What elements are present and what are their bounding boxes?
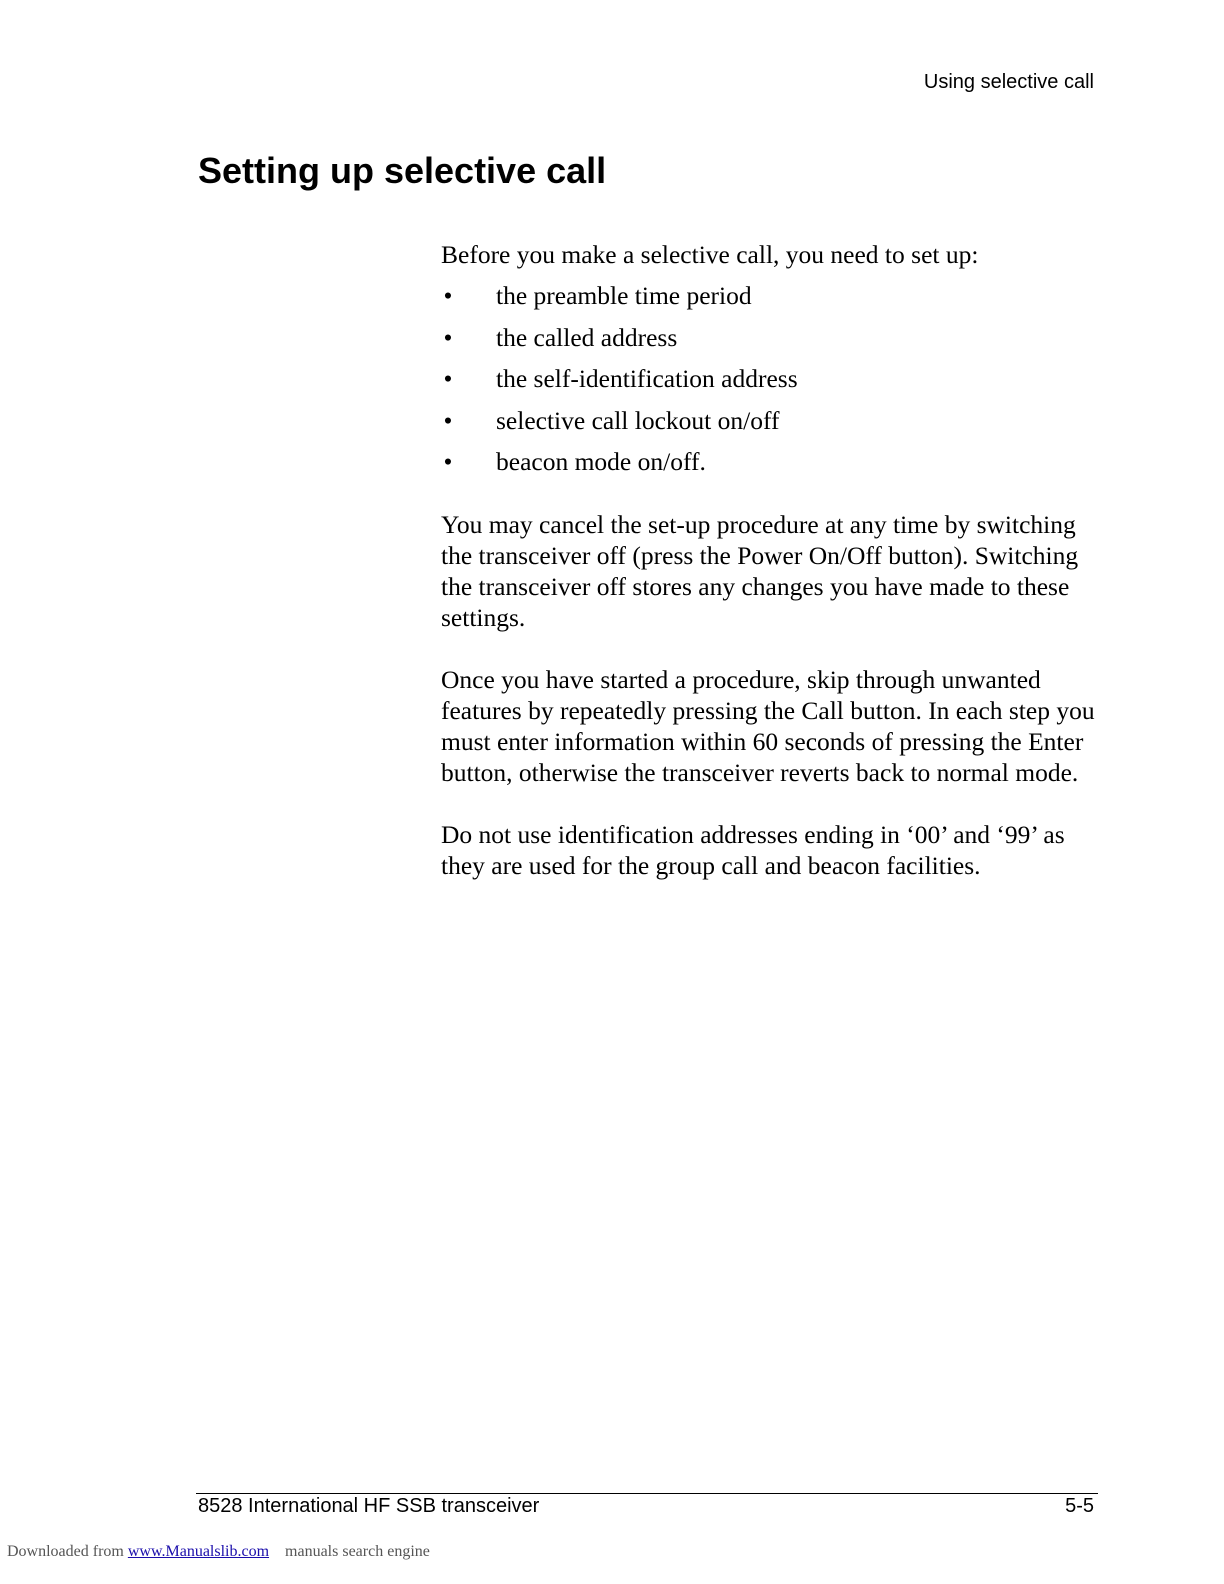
list-item [441,405,1106,447]
download-attribution [7,1542,430,1562]
bullet-icon: • [443,322,453,352]
bullet-icon: • [443,447,453,476]
procedure-paragraph: Once you have started a procedure, skip through unwanted features by repeatedly pressing the Call button. In each step you must enter information within 60 seconds of pressing the Enter button, otherwise the transceiver reverts back to normal mode. [441,664,1095,787]
list-item [441,363,1106,405]
list-item-text: selective call lockout on/off [496,405,780,435]
setup-list [441,280,1106,488]
bullet-icon: • [443,281,453,310]
list-item-text: the self-identification address [496,364,798,393]
list-item [441,280,1106,322]
download-prefix: Downloaded from [7,1543,124,1560]
download-suffix: manuals search engine [285,1543,430,1560]
cancel-paragraph: You may cancel the set-up procedure at any time by switching the transceiver off (press the Power On/Off button). Switching the transceiver off stores any changes you have made to these settings. [441,509,1079,632]
intro-text: Before you make a selective call, you need to set up: [441,240,979,269]
address-warning-paragraph: Do not use identification addresses ending in ‘00’ and ‘99’ as they are used for the group call and beacon facilities. [441,819,1065,880]
footer-product-name: 8528 International HF SSB transceiver [198,1495,540,1517]
list-item [441,322,1106,364]
list-item-text: beacon mode on/off. [496,447,706,476]
list-item [441,446,1106,488]
page-title: Setting up selective call [198,150,607,191]
footer-page-number: 5-5 [1065,1495,1094,1517]
list-item-text: the preamble time period [496,281,752,310]
running-header: Using selective call [923,71,1094,93]
body-content [441,239,1106,881]
bullet-icon: • [443,405,453,435]
manualslib-link[interactable]: www.Manualslib.com [127,1543,270,1560]
bullet-icon: • [443,364,453,393]
list-item-text: the called address [496,322,678,352]
